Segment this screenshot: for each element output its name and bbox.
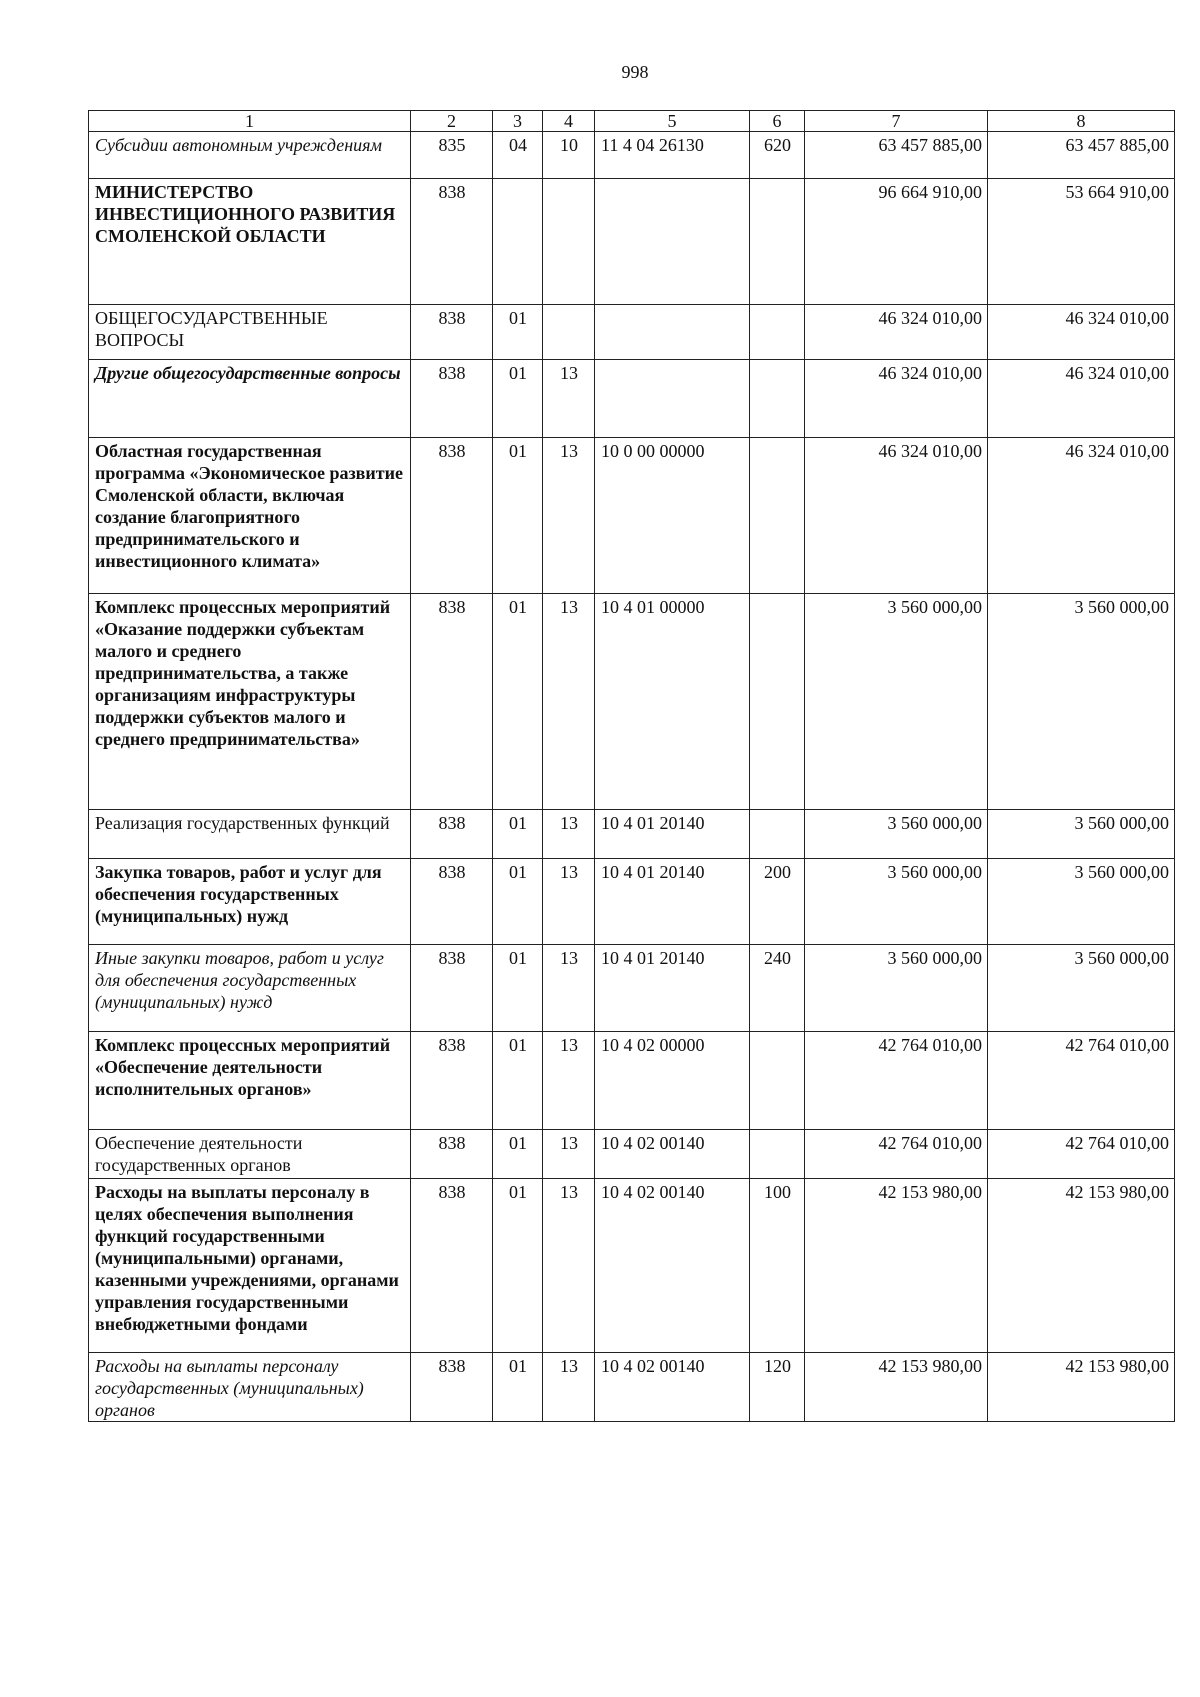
cell-section-code: 01 <box>493 1179 543 1353</box>
cell-amount-year1: 3 560 000,00 <box>805 810 988 859</box>
cell-item-name: Обеспечение деятельности государственных органов <box>89 1130 411 1179</box>
cell-admin-code: 838 <box>411 179 493 305</box>
table-row <box>89 859 1175 945</box>
cell-amount-year2: 3 560 000,00 <box>988 859 1175 945</box>
cell-subsection-code <box>543 305 595 360</box>
column-number: 5 <box>595 111 750 132</box>
column-number: 2 <box>411 111 493 132</box>
table-row <box>89 438 1175 594</box>
cell-admin-code: 838 <box>411 438 493 594</box>
table-row <box>89 594 1175 810</box>
cell-subsection-code: 13 <box>543 360 595 438</box>
cell-item-name: Реализация государственных функций <box>89 810 411 859</box>
cell-admin-code: 838 <box>411 1353 493 1422</box>
cell-item-name: МИНИСТЕРСТВО ИНВЕСТИЦИОННОГО РАЗВИТИЯ СМОЛЕНСКОЙ ОБЛАСТИ <box>89 179 411 305</box>
cell-expense-type <box>750 179 805 305</box>
cell-amount-year1: 42 764 010,00 <box>805 1032 988 1130</box>
cell-section-code: 01 <box>493 1353 543 1422</box>
cell-target-code <box>595 179 750 305</box>
cell-target-code: 10 4 01 20140 <box>595 859 750 945</box>
cell-section-code: 01 <box>493 305 543 360</box>
cell-expense-type <box>750 438 805 594</box>
column-number: 4 <box>543 111 595 132</box>
cell-amount-year1: 46 324 010,00 <box>805 360 988 438</box>
cell-expense-type <box>750 1032 805 1130</box>
cell-admin-code: 838 <box>411 360 493 438</box>
cell-amount-year1: 42 153 980,00 <box>805 1353 988 1422</box>
table-row <box>89 360 1175 438</box>
cell-target-code <box>595 305 750 360</box>
column-number: 1 <box>89 111 411 132</box>
cell-subsection-code: 13 <box>543 859 595 945</box>
table-row <box>89 132 1175 179</box>
cell-amount-year2: 46 324 010,00 <box>988 360 1175 438</box>
cell-expense-type <box>750 360 805 438</box>
budget-table <box>88 110 1175 1422</box>
cell-expense-type: 620 <box>750 132 805 179</box>
column-number: 3 <box>493 111 543 132</box>
cell-expense-type: 200 <box>750 859 805 945</box>
cell-amount-year1: 3 560 000,00 <box>805 945 988 1032</box>
cell-item-name: Расходы на выплаты персоналу в целях обеспечения выполнения функций государственными (муниципальными) органами, казенными учреждениями, органами управления государственными внебюджетными фондами <box>89 1179 411 1353</box>
table-row <box>89 179 1175 305</box>
cell-target-code: 10 4 02 00000 <box>595 1032 750 1130</box>
cell-target-code: 11 4 04 26130 <box>595 132 750 179</box>
cell-section-code: 01 <box>493 360 543 438</box>
cell-expense-type: 120 <box>750 1353 805 1422</box>
cell-expense-type <box>750 594 805 810</box>
cell-item-name: Субсидии автономным учреждениям <box>89 132 411 179</box>
cell-subsection-code: 13 <box>543 1353 595 1422</box>
cell-amount-year2: 46 324 010,00 <box>988 438 1175 594</box>
cell-amount-year2: 3 560 000,00 <box>988 945 1175 1032</box>
cell-target-code: 10 0 00 00000 <box>595 438 750 594</box>
cell-amount-year2: 42 153 980,00 <box>988 1353 1175 1422</box>
cell-expense-type: 100 <box>750 1179 805 1353</box>
cell-expense-type: 240 <box>750 945 805 1032</box>
table-row <box>89 1032 1175 1130</box>
cell-amount-year1: 46 324 010,00 <box>805 305 988 360</box>
table-row <box>89 810 1175 859</box>
cell-item-name: Другие общегосударственные вопросы <box>89 360 411 438</box>
column-number: 6 <box>750 111 805 132</box>
table-row <box>89 1130 1175 1179</box>
cell-subsection-code: 13 <box>543 945 595 1032</box>
cell-admin-code: 838 <box>411 1032 493 1130</box>
cell-section-code: 01 <box>493 438 543 594</box>
cell-amount-year2: 46 324 010,00 <box>988 305 1175 360</box>
cell-section-code: 01 <box>493 810 543 859</box>
cell-item-name: Закупка товаров, работ и услуг для обеспечения государственных (муниципальных) нужд <box>89 859 411 945</box>
cell-target-code: 10 4 01 20140 <box>595 810 750 859</box>
cell-section-code: 04 <box>493 132 543 179</box>
cell-item-name: Комплекс процессных мероприятий «Оказание поддержки субъектам малого и среднего предпринимательства, а также организациям инфраструктуры поддержки субъектов малого и среднего предпринимательства» <box>89 594 411 810</box>
cell-target-code: 10 4 02 00140 <box>595 1130 750 1179</box>
cell-admin-code: 838 <box>411 1130 493 1179</box>
cell-admin-code: 835 <box>411 132 493 179</box>
cell-admin-code: 838 <box>411 810 493 859</box>
cell-amount-year1: 42 764 010,00 <box>805 1130 988 1179</box>
cell-amount-year1: 3 560 000,00 <box>805 859 988 945</box>
table-row <box>89 305 1175 360</box>
table-row <box>89 945 1175 1032</box>
cell-amount-year2: 42 153 980,00 <box>988 1179 1175 1353</box>
table-row <box>89 1353 1175 1422</box>
cell-expense-type <box>750 810 805 859</box>
cell-amount-year2: 3 560 000,00 <box>988 594 1175 810</box>
cell-expense-type <box>750 1130 805 1179</box>
cell-subsection-code: 13 <box>543 1130 595 1179</box>
page-number: 998 <box>621 62 649 82</box>
cell-amount-year1: 42 153 980,00 <box>805 1179 988 1353</box>
cell-admin-code: 838 <box>411 859 493 945</box>
cell-amount-year2: 53 664 910,00 <box>988 179 1175 305</box>
cell-item-name: ОБЩЕГОСУДАРСТВЕННЫЕ ВОПРОСЫ <box>89 305 411 360</box>
cell-target-code: 10 4 02 00140 <box>595 1179 750 1353</box>
cell-admin-code: 838 <box>411 305 493 360</box>
column-number: 8 <box>988 111 1175 132</box>
cell-section-code: 01 <box>493 594 543 810</box>
cell-amount-year1: 96 664 910,00 <box>805 179 988 305</box>
cell-item-name: Иные закупки товаров, работ и услуг для обеспечения государственных (муниципальных) нужд <box>89 945 411 1032</box>
cell-amount-year2: 42 764 010,00 <box>988 1032 1175 1130</box>
cell-amount-year1: 3 560 000,00 <box>805 594 988 810</box>
cell-amount-year2: 42 764 010,00 <box>988 1130 1175 1179</box>
column-number: 7 <box>805 111 988 132</box>
cell-item-name: Комплекс процессных мероприятий «Обеспечение деятельности исполнительных органов» <box>89 1032 411 1130</box>
cell-target-code: 10 4 01 00000 <box>595 594 750 810</box>
cell-subsection-code: 13 <box>543 1032 595 1130</box>
cell-target-code: 10 4 01 20140 <box>595 945 750 1032</box>
cell-subsection-code <box>543 179 595 305</box>
cell-section-code: 01 <box>493 945 543 1032</box>
cell-target-code <box>595 360 750 438</box>
cell-section-code <box>493 179 543 305</box>
table-row <box>89 1179 1175 1353</box>
cell-subsection-code: 13 <box>543 1179 595 1353</box>
cell-section-code: 01 <box>493 1130 543 1179</box>
cell-section-code: 01 <box>493 1032 543 1130</box>
cell-subsection-code: 13 <box>543 594 595 810</box>
cell-amount-year1: 63 457 885,00 <box>805 132 988 179</box>
cell-subsection-code: 13 <box>543 810 595 859</box>
cell-item-name: Областная государственная программа «Экономическое развитие Смоленской области, включая создание благоприятного предпринимательского и инвестиционного климата» <box>89 438 411 594</box>
cell-item-name: Расходы на выплаты персоналу государственных (муниципальных) органов <box>89 1353 411 1422</box>
cell-subsection-code: 13 <box>543 438 595 594</box>
cell-admin-code: 838 <box>411 594 493 810</box>
cell-admin-code: 838 <box>411 1179 493 1353</box>
cell-amount-year1: 46 324 010,00 <box>805 438 988 594</box>
cell-section-code: 01 <box>493 859 543 945</box>
cell-amount-year2: 63 457 885,00 <box>988 132 1175 179</box>
cell-amount-year2: 3 560 000,00 <box>988 810 1175 859</box>
cell-expense-type <box>750 305 805 360</box>
cell-admin-code: 838 <box>411 945 493 1032</box>
cell-target-code: 10 4 02 00140 <box>595 1353 750 1422</box>
column-number-row <box>89 111 1175 132</box>
cell-subsection-code: 10 <box>543 132 595 179</box>
